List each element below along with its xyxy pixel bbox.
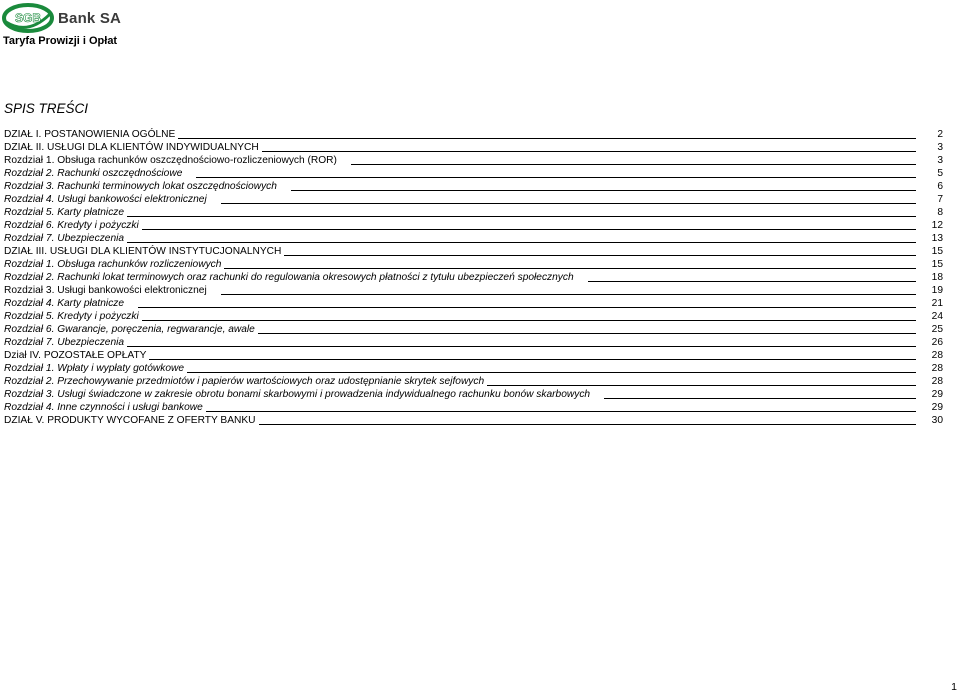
- toc-leader-line: [351, 164, 916, 165]
- toc-leader-line: [259, 424, 916, 425]
- toc-entry-label: Rozdział 6. Gwarancje, poręczenia, regwarancje, awale: [4, 324, 255, 335]
- toc-title: SPIS TREŚCI: [4, 101, 89, 116]
- toc-entry-page: 15: [931, 259, 943, 270]
- toc-entry[interactable]: [4, 258, 943, 271]
- toc-entry-page: 5: [937, 168, 943, 179]
- toc-leader-line: [149, 359, 916, 360]
- toc-leader-line: [127, 346, 916, 347]
- toc-entry-page: 29: [931, 402, 943, 413]
- toc-entry-label: Rozdział 4. Karty płatnicze: [4, 298, 125, 309]
- toc-entry-page: 15: [931, 246, 943, 257]
- toc-entry-label: Rozdział 6. Kredyty i pożyczki: [4, 220, 139, 231]
- toc-entry-label: DZIAŁ II. USŁUGI DLA KLIENTÓW INDYWIDUALNYCH: [4, 142, 259, 153]
- toc-entry-label: DZIAŁ I. POSTANOWIENIA OGÓLNE: [4, 129, 176, 140]
- toc-entry[interactable]: [4, 362, 943, 375]
- toc-entry-page: 25: [931, 324, 943, 335]
- toc-entry[interactable]: [4, 336, 943, 349]
- toc-entry-page: 3: [937, 142, 943, 153]
- toc-leader-line: [206, 411, 916, 412]
- toc-entry-label: Rozdział 7. Ubezpieczenia: [4, 337, 125, 348]
- document-subtitle: Taryfa Prowizji i Opłat: [3, 35, 118, 47]
- toc-entry-page: 30: [931, 415, 943, 426]
- toc-entry-label: Rozdział 3. Usługi bankowości elektronicznej: [4, 285, 207, 296]
- toc-entry-page: 3: [937, 155, 943, 166]
- toc-leader-line: [127, 242, 916, 243]
- toc-entry[interactable]: [4, 206, 943, 219]
- bank-name: Bank SA: [58, 9, 122, 27]
- toc-entry[interactable]: [4, 141, 943, 154]
- toc-entry-label: Rozdział 1. Obsługa rachunków rozliczeniowych: [4, 259, 222, 270]
- toc-entry[interactable]: [4, 375, 943, 388]
- toc-leader-line: [178, 138, 916, 139]
- toc-leader-line: [142, 320, 916, 321]
- toc-entry-page: 21: [931, 298, 943, 309]
- toc-entry-page: 28: [931, 376, 943, 387]
- toc-leader-line: [196, 177, 916, 178]
- toc-leader-line: [224, 268, 916, 269]
- toc-entry-label: Rozdział 7. Ubezpieczenia: [4, 233, 125, 244]
- toc-entry-page: 6: [937, 181, 943, 192]
- toc-entry[interactable]: [4, 388, 943, 401]
- toc-entry[interactable]: [4, 310, 943, 323]
- toc-entry-page: 28: [931, 363, 943, 374]
- toc-entry-label: Rozdział 2. Przechowywanie przedmiotów i papierów wartościowych oraz udostępnianie skrytek sejfowych: [4, 376, 485, 387]
- toc-entry[interactable]: [4, 245, 943, 258]
- toc-leader-line: [262, 151, 916, 152]
- toc-entry-label: Rozdział 4. Usługi bankowości elektronicznej: [4, 194, 207, 205]
- toc-entry-page: 26: [931, 337, 943, 348]
- toc-entry-page: 24: [931, 311, 943, 322]
- toc-entry[interactable]: [4, 414, 943, 427]
- toc-entry-page: 28: [931, 350, 943, 361]
- toc-entry-label: Rozdział 2. Rachunki lokat terminowych oraz rachunki do regulowania okresowych płatności z tytułu ubezpieczeń społecznych: [4, 272, 574, 283]
- toc-entry[interactable]: [4, 349, 943, 362]
- toc-entry-label: Rozdział 1. Obsługa rachunków oszczędnościowo-rozliczeniowych (ROR): [4, 155, 337, 166]
- toc-entry-label: Rozdział 3. Rachunki terminowych lokat oszczędnościowych: [4, 181, 277, 192]
- toc-leader-line: [258, 333, 916, 334]
- toc-leader-line: [142, 229, 916, 230]
- toc-entry-label: DZIAŁ V. PRODUKTY WYCOFANE Z OFERTY BANKU: [4, 415, 256, 426]
- toc-entry[interactable]: [4, 271, 943, 284]
- toc-entry[interactable]: [4, 167, 943, 180]
- toc-leader-line: [588, 281, 916, 282]
- toc-entry[interactable]: [4, 232, 943, 245]
- toc-entry[interactable]: [4, 154, 943, 167]
- toc-entry[interactable]: [4, 128, 943, 141]
- toc-entry-page: 8: [937, 207, 943, 218]
- toc-entry[interactable]: [4, 284, 943, 297]
- bank-logo: [2, 2, 121, 34]
- toc-leader-line: [221, 203, 916, 204]
- toc-entry-label: Rozdział 3. Usługi świadczone w zakresie obrotu bonami skarbowymi i prowadzenia indywidualnego rachunku bonów skarbowych: [4, 389, 591, 400]
- toc-leader-line: [604, 398, 916, 399]
- toc-entry-page: 19: [931, 285, 943, 296]
- toc-entry[interactable]: [4, 180, 943, 193]
- page-number: 1: [951, 681, 957, 693]
- toc-entry-page: 2: [937, 129, 943, 140]
- toc-entry-label: Rozdział 1. Wpłaty i wypłaty gotówkowe: [4, 363, 185, 374]
- toc-entry-label: Rozdział 4. Inne czynności i usługi bankowe: [4, 402, 203, 413]
- toc-entry-page: 13: [931, 233, 943, 244]
- toc-leader-line: [221, 294, 916, 295]
- toc-leader-line: [138, 307, 916, 308]
- toc-entry[interactable]: [4, 193, 943, 206]
- toc-entry[interactable]: [4, 297, 943, 310]
- toc-entry[interactable]: [4, 219, 943, 232]
- toc-entry-label: Dział IV. POZOSTAŁE OPŁATY: [4, 350, 147, 361]
- toc-entry-page: 18: [931, 272, 943, 283]
- toc-entry[interactable]: [4, 401, 943, 414]
- toc-entry-label: Rozdział 2. Rachunki oszczędnościowe: [4, 168, 183, 179]
- sgb-logo-icon: [2, 2, 54, 34]
- toc-leader-line: [291, 190, 916, 191]
- toc-entry-page: 12: [931, 220, 943, 231]
- toc-entry-label: Rozdział 5. Karty płatnicze: [4, 207, 125, 218]
- toc-entry-page: 29: [931, 389, 943, 400]
- toc-leader-line: [127, 216, 916, 217]
- table-of-contents: [4, 128, 943, 427]
- toc-leader-line: [284, 255, 916, 256]
- toc-entry-page: 7: [937, 194, 943, 205]
- toc-entry-label: Rozdział 5. Kredyty i pożyczki: [4, 311, 139, 322]
- toc-entry-label: DZIAŁ III. USŁUGI DLA KLIENTÓW INSTYTUCJONALNYCH: [4, 246, 282, 257]
- toc-leader-line: [187, 372, 916, 373]
- toc-entry[interactable]: [4, 323, 943, 336]
- toc-leader-line: [487, 385, 916, 386]
- logo-text: SGB: [14, 11, 42, 25]
